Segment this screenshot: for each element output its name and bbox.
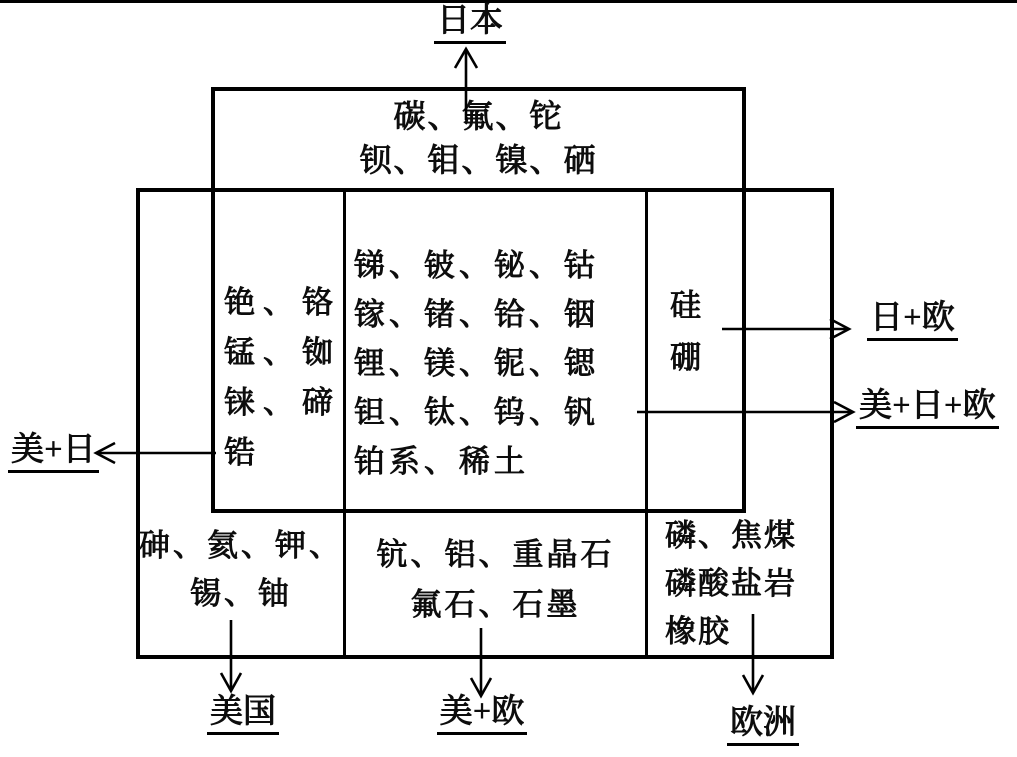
region-line: 砷、氦、钾、 (139, 528, 343, 563)
region-line: 镓、锗、铪、铟 (354, 297, 599, 332)
label-europe-text: 欧洲 (727, 705, 799, 746)
region-line: 锰、铷 (224, 335, 341, 370)
region-europe-only (665, 512, 797, 656)
label-usa-japan (8, 432, 99, 473)
region-usa-japan (224, 278, 341, 478)
label-japan-europe (867, 300, 958, 341)
region-line: 锂、镁、铌、锶 (354, 346, 599, 381)
region-line: 锑、铍、铋、钴 (354, 248, 599, 283)
region-line: 铂系、稀土 (354, 444, 529, 479)
region-japan-europe (670, 280, 701, 384)
region-usa-only (138, 522, 344, 618)
region-line: 磷酸盐岩 (665, 566, 797, 601)
region-japan-only (211, 94, 746, 182)
arrowhead-left-icon (96, 443, 115, 463)
region-usa-europe (346, 530, 645, 630)
label-usa-japan-europe (856, 388, 999, 429)
region-line: 硼 (670, 340, 701, 375)
region-line: 钪、铝、重晶石 (376, 537, 615, 572)
region-line: 硅 (670, 288, 701, 323)
arrowhead-down-icon (743, 675, 763, 693)
region-line: 橡胶 (665, 614, 731, 649)
label-japan-europe-text: 日+欧 (867, 300, 958, 341)
label-usa (198, 694, 288, 735)
label-japan (415, 3, 525, 44)
label-usa-japan-europe-text: 美+日+欧 (856, 388, 999, 429)
label-usa-japan-text: 美+日 (8, 432, 99, 473)
region-line: 氟石、石墨 (410, 587, 581, 622)
label-usa-europe-text: 美+欧 (437, 694, 528, 735)
region-line: 铯、铬 (224, 285, 341, 320)
arrowhead-up-icon (455, 49, 477, 68)
arrowhead-right-icon (834, 402, 853, 422)
label-japan-text: 日本 (434, 3, 506, 44)
region-line: 钡、钼、镍、硒 (359, 142, 598, 178)
region-line: 钽、钛、钨、钒 (354, 395, 599, 430)
region-line: 磷、焦煤 (665, 518, 797, 553)
region-line: 锆 (224, 435, 263, 470)
region-line: 铼、碲 (224, 385, 341, 420)
region-line: 碳、氟、铊 (393, 98, 564, 134)
arrowhead-down-icon (221, 673, 241, 691)
label-europe (718, 705, 808, 746)
label-usa-europe (432, 694, 532, 735)
label-usa-text: 美国 (207, 694, 279, 735)
region-line: 锡、铀 (190, 576, 292, 611)
region-usa-japan-europe (354, 241, 599, 486)
